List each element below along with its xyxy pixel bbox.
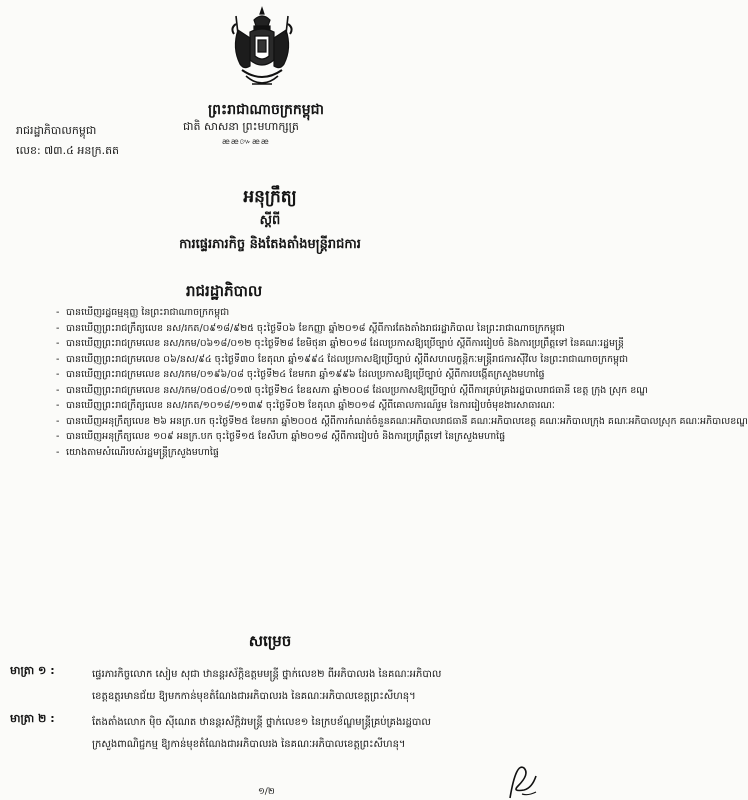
article-label: មាត្រា ២ : <box>10 712 55 725</box>
list-item: - បានឃើញអនុក្រឹត្យលេខ ១០៩ អនក្រ.បក ចុះថ្ងៃទី១៥ ខែសីហា ឆ្នាំ២០១៨ ស្តីពីការរៀបចំ និងការប្រព្រឹត្តទៅ នៃក្រសួងមហាផ្ទៃ <box>56 431 506 442</box>
article-2 <box>10 712 530 760</box>
article-label: មាត្រា ១ : <box>10 664 55 677</box>
list-item: - បានឃើញព្រះរាជក្រមលេខ នស/រកម/០៦១៨/០១២ ចុះថ្ងៃទី២៨ ខែមិថុនា ឆ្នាំ២០១៨ ដែលប្រកាសឱ្យប្រើច្បាប់ ស្តីពីការរៀបចំ និងការប្រព្រឹត្តទៅ នៃគណៈរដ្ឋមន្ត្រី <box>56 338 624 349</box>
royal-coat-of-arms-emblem <box>224 4 300 96</box>
kingdom-name: ព្រះរាជាណាចក្រកម្ពុជា <box>207 102 324 118</box>
page-number: ១/២ <box>258 787 275 797</box>
list-item: - បានឃើញព្រះរាជក្រមលេខ នស/រកម/០៥០៨/០១៧ ចុះថ្ងៃទី២៤ ខែឧសភា ឆ្នាំ២០០៨ ដែលប្រកាសឱ្យប្រើច្បាប់ ស្តីពីការគ្រប់គ្រងរដ្ឋបាលរាជធានី ខេត្ត ក្រុង ស្រុក ខណ្ឌ <box>56 384 648 396</box>
national-motto: ជាតិ សាសនា ព្រះមហាក្សត្រ <box>183 120 299 133</box>
decision-heading: សម្រេច <box>248 632 292 650</box>
signature-mark <box>502 756 540 800</box>
article-line: ខេត្តឧត្តរមានជ័យ ឱ្យមកកាន់មុខតំណែងជាអភិបាលរង នៃគណៈអភិបាលខេត្តព្រះសីហនុ។ <box>92 691 416 702</box>
list-item: - បានឃើញអនុក្រឹត្យលេខ ២៦ អនក្រ.បក ចុះថ្ងៃទី២៥ ខែមករា ឆ្នាំ២០០៥ ស្តីពីការកំណត់ចំនួនគណៈអភិបាលរាជធានី គណៈអភិបាលខេត្ត គណៈអភិបាលក្រុង គណៈអភិបាលស្រុក គណៈអភិបាលខណ្ឌ <box>56 415 748 427</box>
issuing-government: រាជរដ្ឋាភិបាលកម្ពុជា <box>16 124 97 137</box>
list-item: - បានឃើញព្រះរាជក្រឹត្យលេខ នស/រកត/១០១៨/១១៣៩ ចុះថ្ងៃទី០២ ខែតុលា ឆ្នាំ២០១៨ ស្តីពីគោលការណ៍រួម នៃការរៀបចំមុខងារសាធារណៈ <box>56 400 555 411</box>
article-1 <box>10 664 530 712</box>
about-label: ស្តីពី <box>259 213 281 228</box>
motto-ornament: ææ៚ææ <box>222 137 270 146</box>
legal-basis-list <box>56 305 748 460</box>
article-line: ផ្ទេរភារកិច្ចលោក សៀម សុជា ឋានន្តរស័ក្តិឧត្តមមន្ត្រី ថ្នាក់លេខ២ ពីអភិបាលរង នៃគណៈអភិបាល <box>92 669 442 680</box>
document-subject: ការផ្ទេរភារកិច្ច និងតែងតាំងមន្ត្រីរាជការ <box>179 237 361 252</box>
government-heading: រាជរដ្ឋាភិបាល <box>186 282 263 300</box>
article-body <box>92 712 528 756</box>
article-line: តែងតាំងលោក ម៉ិច ស៊ីណេត ឋានន្តរស័ក្តិវរមន្ត្រី ថ្នាក់លេខ១ នៃក្របខ័ណ្ឌមន្ត្រីគ្រប់គ្រងរដ្ឋបាល <box>92 717 431 728</box>
article-body <box>92 664 528 708</box>
document-type-title: អនុក្រឹត្យ <box>243 187 297 207</box>
list-item: - បានឃើញព្រះរាជក្រមលេខ នស/រកម/០១៩៦/០៨ ចុះថ្ងៃទី២៤ ខែមករា ឆ្នាំ១៩៩៦ ដែលប្រកាសឱ្យប្រើច្បាប់ ស្តីពីការបង្កើតក្រសួងមហាផ្ទៃ <box>56 369 545 380</box>
list-item: - បានឃើញរដ្ឋធម្មនុញ្ញ នៃព្រះរាជាណាចក្រកម្ពុជា <box>56 307 230 318</box>
list-item: - បានឃើញព្រះរាជក្រឹត្យលេខ នស/រកត/០៩១៨/៩២៥ ចុះថ្ងៃទី០៦ ខែកញ្ញា ឆ្នាំ២០១៨ ស្តីពីការតែងតាំងរាជរដ្ឋាភិបាល នៃព្រះរាជាណាចក្រកម្ពុជា <box>56 322 565 334</box>
list-item: - បានឃើញព្រះរាជក្រមលេខ ០៦/នស/៩៤ ចុះថ្ងៃទី៣០ ខែតុលា ឆ្នាំ១៩៩៤ ដែលប្រកាសឱ្យប្រើច្បាប់ ស្តីពីសហលក្ខន្តិកៈមន្ត្រីរាជការស៊ីវិល នៃព្រះរាជាណាចក្រកម្ពុជា <box>56 353 629 365</box>
article-line: ក្រសួងពាណិជ្ជកម្ម ឱ្យកាន់មុខតំណែងជាអភិបាលរង នៃគណៈអភិបាលខេត្តព្រះសីហនុ។ <box>92 739 406 750</box>
document-number: លេខ: ៧៣.៤ អនក្រ.តត <box>16 144 120 157</box>
list-item: - យោងតាមសំណើរបស់រដ្ឋមន្ត្រីក្រសួងមហាផ្ទៃ <box>56 446 219 458</box>
